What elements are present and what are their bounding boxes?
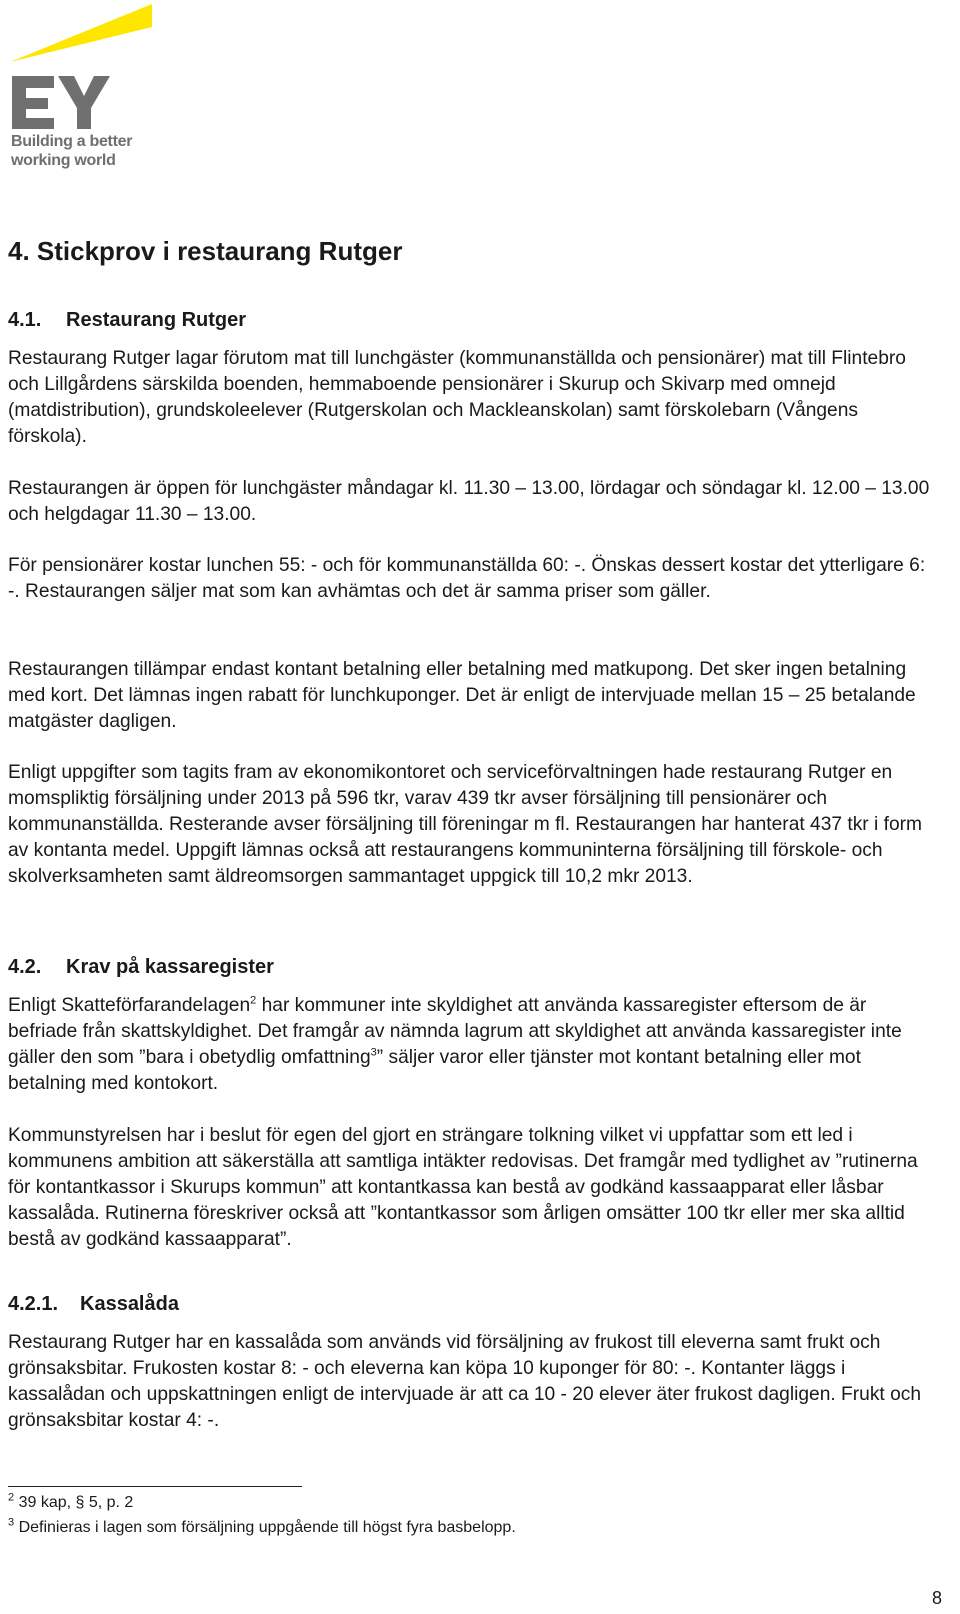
footnote-ref[interactable]: 2 bbox=[250, 994, 257, 1007]
paragraph: Restaurangen tillämpar endast kontant betalning eller betalning med matkupong. Det sker ingen betalning med kort. Det lämnas ingen rabatt för lunchkuponger. Det är enligt de intervjuade mellan 15 – 25 betalande matgäster dagligen. bbox=[8, 659, 916, 732]
ey-logo bbox=[10, 4, 160, 172]
footnote-mark: 2 bbox=[8, 1491, 15, 1504]
footnote-separator bbox=[8, 1486, 302, 1487]
paragraph: Enligt uppgifter som tagits fram av ekonomikontoret och serviceförvaltningen hade restaurang Rutger en momspliktig försäljning under 2013 på 596 tkr, varav 439 tkr avser försäljning till pensionärer och kommunanställda. Resterande avser försäljning till föreningar m fl. Restaurangen har hanterat 437 tkr i form av kontanta medel. Uppgift lämnas också att restaurangens kommuninterna försäljning till förskole- och skolverksamheten samt äldreomsorgen sammantaget uppgick till 10,2 mkr 2013. bbox=[8, 762, 922, 887]
footnote-3 bbox=[8, 1516, 516, 1537]
section-title: Restaurang Rutger bbox=[66, 309, 247, 331]
paragraph-with-footnotes bbox=[8, 993, 936, 1097]
ey-logo-mark bbox=[10, 4, 160, 129]
section-heading-4-1 bbox=[8, 309, 246, 332]
paragraph: Restaurang Rutger har en kassalåda som används vid försäljning av frukost till eleverna samt frukt och grönsaksbitar. Frukosten kostar 8: - och eleverna kan köpa 10 kuponger för 80: -. Kontanter läggs i kassalådan och uppskattningen enligt de intervjuade är att ca 10 - 20 elever äter frukost dagligen. Frukt och grönsaksbitar kostar 4: -. bbox=[8, 1332, 922, 1431]
ey-tagline bbox=[11, 132, 132, 170]
tagline-line-1: Building a better bbox=[11, 133, 133, 150]
section-heading-4-2-1 bbox=[8, 1293, 179, 1316]
section-number: 4.2.1. bbox=[8, 1293, 59, 1315]
chapter-heading: 4. Stickprov i restaurang Rutger bbox=[8, 236, 403, 266]
text-run: ” säljer varor eller tjänster mot kontant betalning eller mot betalning med kontokort. bbox=[8, 1047, 861, 1094]
section-number: 4.2. bbox=[8, 956, 42, 978]
section-title: Krav på kassaregister bbox=[66, 956, 274, 978]
text-run: har kommuner inte skyldighet att använda kassaregister eftersom de är befriade från skattskyldighet. Det framgår av nämnda lagrum att skyldighet att använda kassaregister inte gäller den som ”bara i obetydlig omfattning bbox=[8, 995, 902, 1068]
page-number: 8 bbox=[931, 1588, 942, 1608]
tagline-line-2: working world bbox=[11, 152, 116, 169]
section-title: Kassalåda bbox=[80, 1293, 179, 1315]
paragraph: Kommunstyrelsen har i beslut för egen del gjort en strängare tolkning vilket vi uppfattar som ett led i kommunens ambition att säkerställa att samtliga intäkter redovisas. Det framgår med tydlighet av ”rutinerna för kontantkassor i Skurups kommun” att kontantkassa kan bestå av godkänd kassaapparat eller låsbar kassalåda. Rutinerna föreskriver också att ”kontantkassor som årligen omsätter 100 tkr eller mer ska alltid bestå av godkänd kassaapparat”. bbox=[8, 1125, 918, 1250]
section-heading-4-2 bbox=[8, 956, 274, 979]
paragraph: Restaurangen är öppen för lunchgäster måndagar kl. 11.30 – 13.00, lördagar och söndagar kl. 12.00 – 13.00 och helgdagar 11.30 – 13.00. bbox=[8, 478, 930, 525]
paragraph: För pensionärer kostar lunchen 55: - och för kommunanställda 60: -. Önskas dessert kostar det ytterligare 6: -. Restaurangen säljer mat som kan avhämtas och det är samma priser som gäller. bbox=[8, 555, 926, 602]
text-run: Enligt Skatteförfarandelagen bbox=[8, 995, 251, 1016]
footnote-ref[interactable]: 3 bbox=[370, 1046, 377, 1059]
footnote-text: Definieras i lagen som försäljning uppgående till högst fyra basbelopp. bbox=[14, 1519, 516, 1536]
footnote-mark: 3 bbox=[8, 1516, 15, 1529]
paragraph: Restaurang Rutger lagar förutom mat till lunchgäster (kommunanställda och pensionärer) mat till Flintebro och Lillgårdens särskilda boenden, hemmaboende pensionärer i Skurup och Skivarp med omnejd (matdistribution), grundskoleelever (Rutgerskolan och Mackleanskolan) samt förskolebarn (Vångens förskola). bbox=[8, 348, 906, 447]
section-number: 4.1. bbox=[8, 309, 42, 331]
footnote-2 bbox=[8, 1491, 134, 1512]
footnote-text: 39 kap, § 5, p. 2 bbox=[14, 1494, 134, 1511]
